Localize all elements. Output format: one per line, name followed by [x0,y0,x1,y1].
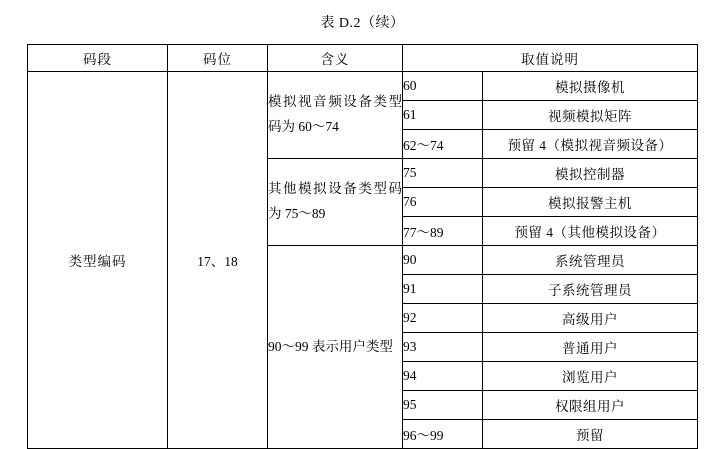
header-cell-mawei: 码位 [168,45,268,72]
cell-code: 91 [403,275,483,304]
table-d2 [27,44,698,449]
cell-desc: 视频模拟矩阵 [483,101,698,130]
cell-segment-label: 类型编码 [28,72,168,449]
table-caption [0,0,725,44]
cell-code: 75 [403,159,483,188]
cell-meaning-group-1: 其他模拟设备类型码为 75～89 [268,159,403,246]
cell-desc: 模拟控制器 [483,159,698,188]
cell-desc: 权限组用户 [483,391,698,420]
cell-desc: 浏览用户 [483,362,698,391]
header-cell-duanma: 码段 [28,45,168,72]
table-header-row [28,45,698,72]
cell-desc: 子系统管理员 [483,275,698,304]
cell-code: 90 [403,246,483,275]
header-cell-quzhishuoming: 取值说明 [403,45,698,72]
cell-desc: 高级用户 [483,304,698,333]
caption-text: 表 D.2（续） [320,16,405,31]
cell-meaning-group-2: 90～99 表示用户类型 [268,246,403,449]
cell-desc: 预留 4（其他模拟设备） [483,217,698,246]
cell-desc: 普通用户 [483,333,698,362]
header-cell-hanyi: 含义 [268,45,403,72]
cell-code: 94 [403,362,483,391]
cell-code: 77～89 [403,217,483,246]
cell-desc: 模拟报警主机 [483,188,698,217]
cell-code: 96～99 [403,420,483,449]
cell-desc: 系统管理员 [483,246,698,275]
cell-bit-positions: 17、18 [168,72,268,449]
cell-code: 93 [403,333,483,362]
cell-code: 92 [403,304,483,333]
cell-desc: 预留 [483,420,698,449]
cell-meaning-group-0: 模拟视音频设备类型码为 60～74 [268,72,403,159]
cell-code: 61 [403,101,483,130]
cell-code: 95 [403,391,483,420]
cell-code: 76 [403,188,483,217]
cell-desc: 模拟摄像机 [483,72,698,101]
cell-code: 60 [403,72,483,101]
cell-desc: 预留 4（模拟视音频设备） [483,130,698,159]
table-row [28,72,698,101]
cell-code: 62～74 [403,130,483,159]
